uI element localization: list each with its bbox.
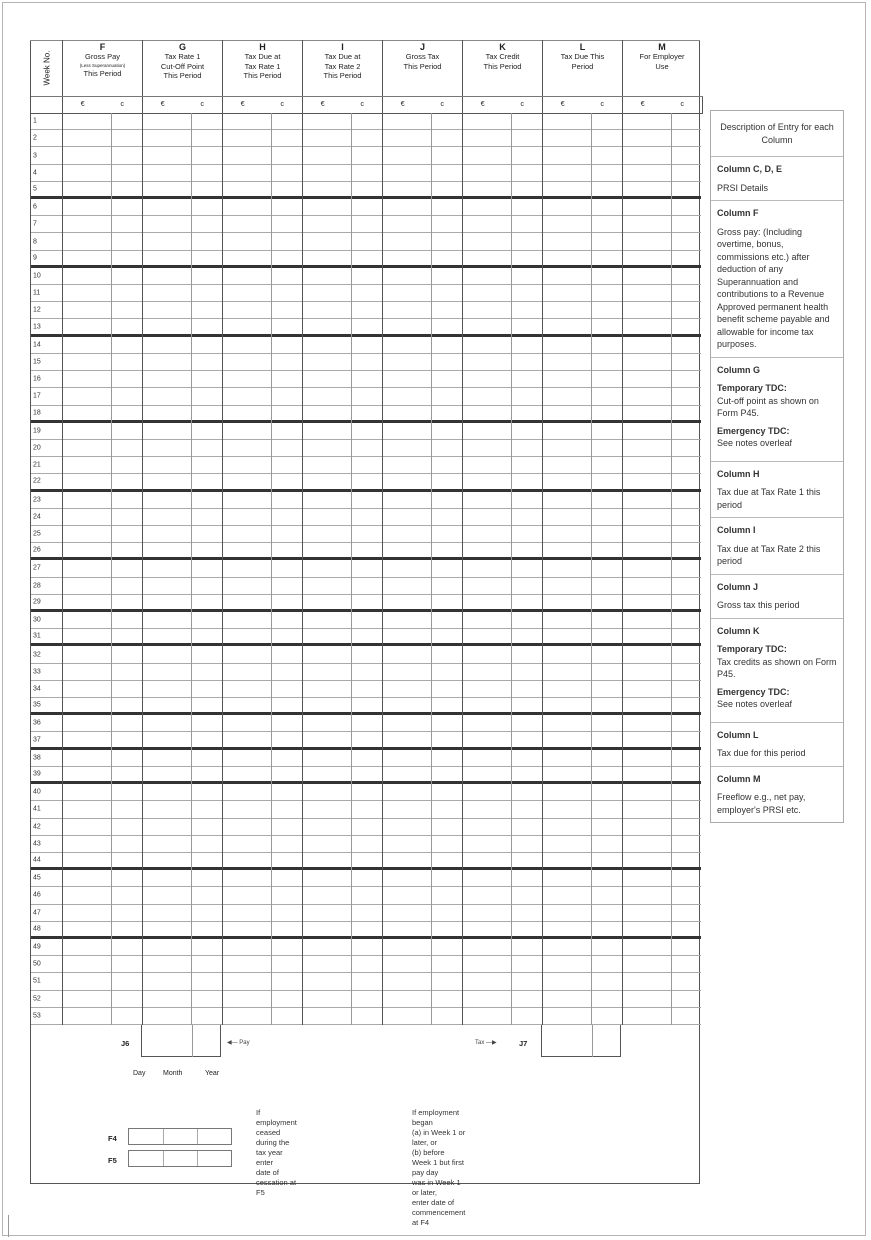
sidebar-column-j: Column J Gross tax this period: [711, 575, 843, 619]
week-row[interactable]: [31, 836, 701, 853]
week-no-header: Week No.: [31, 40, 63, 96]
week-row[interactable]: [31, 233, 701, 250]
year-header: Year: [205, 1070, 220, 1077]
week-number: 23: [33, 496, 41, 504]
week-row[interactable]: [31, 1008, 701, 1025]
week-row[interactable]: [31, 302, 701, 319]
week-row[interactable]: [31, 750, 701, 767]
week-row[interactable]: [31, 956, 701, 973]
cents-divider: [511, 113, 512, 1025]
column-divider: [62, 113, 63, 1025]
week-row[interactable]: [31, 681, 701, 698]
cents-divider: [671, 113, 672, 1025]
sidebar-column-f: Column F Gross pay: (Including overtime, bonus, commissions etc.) after deduction of any Superannuation and contributions to a Revenue Approved permanent health benefit scheme payable and allowable for income tax purposes.: [711, 201, 843, 358]
week-row[interactable]: [31, 646, 701, 663]
column-header-i: I Tax Due at Tax Rate 2 This Period: [303, 40, 383, 96]
week-number: 10: [33, 272, 41, 280]
week-row[interactable]: [31, 819, 701, 836]
week-row[interactable]: [31, 492, 701, 509]
week-number: 52: [33, 995, 41, 1003]
week-number: 37: [33, 736, 41, 744]
week-row[interactable]: [31, 629, 701, 646]
week-number: 6: [33, 203, 37, 211]
week-row[interactable]: [31, 406, 701, 423]
week-row[interactable]: [31, 991, 701, 1008]
began-note: If employment began (a) in Week 1 or later, or (b) before Week 1 but first pay day was in Week 1 or later, enter date of commencement at F4: [412, 1108, 466, 1227]
j6-pay-total-box[interactable]: [141, 1025, 221, 1057]
column-header-k: K Tax Credit This Period: [463, 40, 543, 96]
f4-date-field[interactable]: [128, 1128, 232, 1145]
payroll-form: [30, 40, 700, 1184]
j7-label: J7: [519, 1039, 528, 1048]
week-row[interactable]: [31, 698, 701, 715]
week-row[interactable]: [31, 251, 701, 268]
currency-cell: € c: [223, 97, 303, 113]
week-row[interactable]: [31, 595, 701, 612]
week-number: 17: [33, 392, 41, 400]
sidebar-column-i: Column I Tax due at Tax Rate 2 this period: [711, 518, 843, 575]
week-number: 50: [33, 960, 41, 968]
currency-cell: € c: [303, 97, 383, 113]
column-divider: [382, 113, 383, 1025]
week-row[interactable]: [31, 973, 701, 990]
week-number: 8: [33, 238, 37, 246]
currency-cell: € c: [463, 97, 543, 113]
week-number: 3: [33, 152, 37, 159]
column-header-h: H Tax Due at Tax Rate 1 This Period: [223, 40, 303, 96]
week-row[interactable]: [31, 165, 701, 182]
column-header-g: G Tax Rate 1 Cut-Off Point This Period: [143, 40, 223, 96]
week-number: 35: [33, 701, 41, 709]
week-number: 13: [33, 323, 41, 331]
column-divider: [462, 113, 463, 1025]
week-row[interactable]: [31, 905, 701, 922]
week-number: 9: [33, 254, 37, 262]
week-number: 29: [33, 598, 41, 606]
week-row[interactable]: [31, 130, 701, 147]
cents-divider: [111, 113, 112, 1025]
week-row[interactable]: [31, 216, 701, 233]
week-row[interactable]: [31, 354, 701, 371]
week-number: 4: [33, 169, 37, 177]
currency-cell: € c: [63, 97, 143, 113]
week-number: 26: [33, 546, 41, 554]
week-number: 7: [33, 220, 37, 228]
week-row[interactable]: [31, 922, 701, 939]
week-number: 51: [33, 977, 41, 985]
week-number: 25: [33, 530, 41, 538]
column-header-j: J Gross Tax This Period: [383, 40, 463, 96]
column-description-panel: [710, 110, 844, 823]
week-row[interactable]: [31, 560, 701, 577]
week-number: 30: [33, 616, 41, 624]
column-divider: [622, 113, 623, 1025]
week-row[interactable]: [31, 199, 701, 216]
week-number: 53: [33, 1012, 41, 1020]
f5-label: F5: [108, 1156, 117, 1165]
week-number: 45: [33, 874, 41, 882]
week-number: 21: [33, 461, 41, 469]
week-row[interactable]: [31, 474, 701, 491]
sidebar-column-k: Column K Temporary TDC: Tax credits as shown on Form P45. Emergency TDC: See notes overleaf: [711, 619, 843, 723]
week-row[interactable]: [31, 801, 701, 818]
cents-divider: [591, 113, 592, 1025]
week-row[interactable]: [31, 509, 701, 526]
week-row[interactable]: [31, 784, 701, 801]
week-row[interactable]: [31, 715, 701, 732]
week-number: 42: [33, 823, 41, 831]
tax-arrow: Tax —▶: [475, 1040, 497, 1046]
currency-row: [31, 96, 703, 114]
week-number: 14: [33, 341, 41, 349]
week-number: 27: [33, 564, 41, 572]
week-number: 40: [33, 788, 41, 796]
currency-cell: € c: [383, 97, 463, 113]
sidebar-title: Description of Entry for each Column: [711, 111, 843, 157]
week-number: 32: [33, 651, 41, 659]
week-number: 41: [33, 805, 41, 813]
week-row[interactable]: [31, 612, 701, 629]
week-row[interactable]: [31, 457, 701, 474]
column-header-l: L Tax Due This Period: [543, 40, 623, 96]
margin-mark: [8, 1215, 9, 1237]
week-number: 31: [33, 632, 41, 640]
column-divider: [542, 113, 543, 1025]
week-row[interactable]: [31, 526, 701, 543]
week-row[interactable]: [31, 423, 701, 440]
week-row[interactable]: [31, 939, 701, 956]
week-number: 19: [33, 427, 41, 435]
cents-divider: [271, 113, 272, 1025]
week-row[interactable]: [31, 182, 701, 199]
sidebar-column-g: Column G Temporary TDC: Cut-off point as shown on Form P45. Emergency TDC: See notes overleaf: [711, 358, 843, 462]
column-divider: [142, 113, 143, 1025]
week-number: 24: [33, 513, 41, 521]
week-number: 12: [33, 306, 41, 314]
week-number: 20: [33, 444, 41, 452]
week-number: 18: [33, 409, 41, 417]
sidebar-column-h: Column H Tax due at Tax Rate 1 this period: [711, 462, 843, 519]
week-row[interactable]: [31, 337, 701, 354]
week-number: 1: [33, 117, 37, 125]
sidebar-column-l: Column L Tax due for this period: [711, 723, 843, 767]
week-row[interactable]: [31, 543, 701, 560]
cents-divider: [191, 113, 192, 1025]
week-number: 22: [33, 477, 41, 485]
week-row[interactable]: [31, 371, 701, 388]
week-number: 16: [33, 375, 41, 383]
week-row[interactable]: [31, 870, 701, 887]
week-number: 46: [33, 891, 41, 899]
month-header: Month: [163, 1070, 183, 1077]
week-number: 38: [33, 754, 41, 762]
column-divider: [222, 113, 223, 1025]
f4-label: F4: [108, 1134, 117, 1143]
week-number: 2: [33, 134, 37, 142]
week-row[interactable]: [31, 319, 701, 336]
week-number: 11: [33, 289, 41, 297]
week-row[interactable]: [31, 268, 701, 285]
pay-arrow: ◀— Pay: [227, 1040, 250, 1046]
column-header-f: F Gross Pay (Less Superannuation) This Period: [63, 40, 143, 96]
week-row[interactable]: [31, 285, 701, 302]
week-number: 15: [33, 358, 41, 366]
week-number: 43: [33, 840, 41, 848]
week-row[interactable]: [31, 732, 701, 749]
week-number: 34: [33, 685, 41, 693]
totals-row: [31, 1025, 701, 1085]
ceased-note: If employment ceased during the tax year enter date of cessation at F5: [256, 1108, 297, 1197]
week-row[interactable]: [31, 113, 701, 130]
f5-date-field[interactable]: [128, 1150, 232, 1167]
currency-cell: € c: [623, 97, 703, 113]
week-number: 44: [33, 856, 41, 864]
week-number: 48: [33, 925, 41, 933]
week-row[interactable]: [31, 440, 701, 457]
column-divider: [302, 113, 303, 1025]
day-header: Day: [133, 1070, 146, 1077]
week-number: 47: [33, 909, 41, 917]
week-number: 28: [33, 582, 41, 590]
column-header-row: [31, 40, 701, 96]
j7-tax-total-box[interactable]: [541, 1025, 621, 1057]
week-row[interactable]: [31, 887, 701, 904]
week-number: 5: [33, 185, 37, 193]
week-number: 49: [33, 943, 41, 951]
week-row[interactable]: [31, 853, 701, 870]
cents-divider: [351, 113, 352, 1025]
week-row[interactable]: [31, 147, 701, 164]
week-row[interactable]: [31, 767, 701, 784]
week-row[interactable]: [31, 664, 701, 681]
sidebar-column-cde: Column C, D, E PRSI Details: [711, 157, 843, 201]
week-row[interactable]: [31, 578, 701, 595]
j6-label: J6: [121, 1039, 130, 1048]
week-number: 39: [33, 770, 41, 778]
week-row[interactable]: [31, 388, 701, 405]
currency-cell: € c: [543, 97, 623, 113]
sidebar-column-m: Column M Freeflow e.g., net pay, employer's PRSI etc.: [717, 773, 806, 815]
currency-cell: € c: [143, 97, 223, 113]
week-number: 33: [33, 668, 41, 676]
week-number: 36: [33, 719, 41, 727]
column-header-m: M For Employer Use: [639, 42, 685, 71]
cents-divider: [431, 113, 432, 1025]
